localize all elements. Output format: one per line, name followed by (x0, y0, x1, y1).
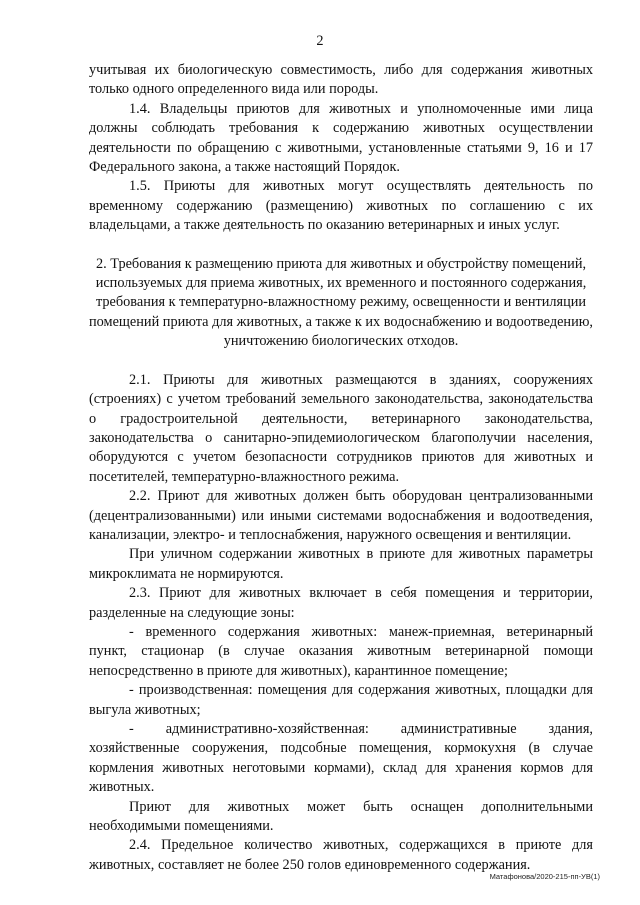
paragraph-continuation: учитывая их биологическую совместимость, либо для содержания животных только одного определенного вида или породы. (89, 62, 593, 98)
paragraph-additional-rooms: Приют для животных может быть оснащен дополнительными необходимыми помещениями. (89, 798, 593, 835)
paragraph-1-5: 1.5. Приюты для животных могут осуществлять деятельность по временному содержанию (размещению) животных по соглашению с их владельцами, а также деятельность по оказанию ветеринарных и иных услуг. (89, 178, 593, 234)
paragraph-2-2: 2.2. Приют для животных должен быть оборудован централизованными (децентрализованными) или иными системами водоснабжения и водоотведения, канализации, электро- и теплоснабжения, наружного освещения и вентиляции. (89, 488, 593, 543)
paragraph-2-3: 2.3. Приют для животных включает в себя помещения и территории, разделенные на следующие зоны: (89, 585, 593, 621)
paragraph-microclimate: При уличном содержании животных в приюте для животных параметры микроклимата не нормируются. (89, 546, 593, 582)
document-body (89, 61, 593, 875)
page-number: 2 (316, 33, 324, 49)
paragraph-2-4: 2.4. Предельное количество животных, содержащихся в приюте для животных, составляет не более 250 голов единовременного содержания. (89, 837, 593, 873)
list-item-admin-zone: - административно-хозяйственная: административные здания, хозяйственные сооружения, подсобные помещения, кормокухня (в случае кормления животных неготовыми кормами), склад для хранения кормов для животных. (89, 721, 593, 796)
paragraph-1-4: 1.4. Владельцы приютов для животных и уполномоченные ими лица должны соблюдать требования к содержанию животных осуществлении деятельности по обращению с животными, установленные статьями 9, 16 и 17 Федерального закона, а также настоящий Порядок. (89, 100, 593, 176)
footer-note: Матафонова/2020-215-пп-УВ(1) (489, 872, 600, 881)
list-item-temporary-zone: - временного содержания животных: манеж-приемная, ветеринарный пункт, стационар (в случае оказания животным ветеринарной помощи непосредственно в приюте для животных), карантинное помещение; (89, 623, 593, 679)
section-heading: 2. Требования к размещению приюта для животных и обустройству помещений, используемых для приема животных, их временного и постоянного содержания, требования к температурно-влажностному режиму, освещенности и вентиляции помещений приюта для животных, а также к их водоснабжению и водоотведению, уничтожению биологических отходов. (89, 255, 593, 350)
paragraph-2-1: 2.1. Приюты для животных размещаются в зданиях, сооружениях (строениях) с учетом требований земельного законодательства, законодательства о градостроительной деятельности, ветеринарного законодательства, законодательства о санитарно-эпидемиологическом благополучии населения, оборудуются с учетом безопасности сотрудников приютов для животных и посетителей, температурно-влажностного режима. (89, 371, 593, 485)
list-item-production-zone: - производственная: помещения для содержания животных, площадки для выгула животных; (89, 682, 593, 718)
